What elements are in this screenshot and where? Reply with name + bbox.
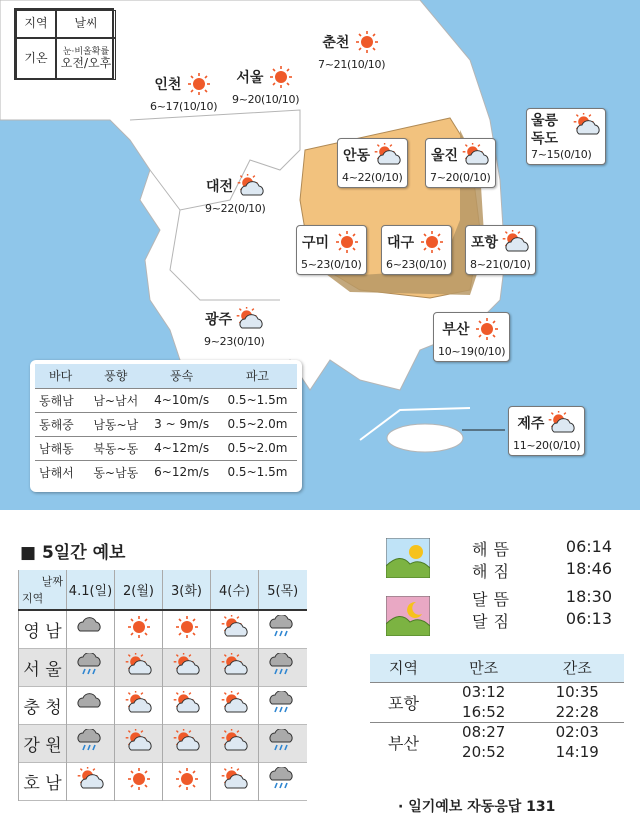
sun-cloud-icon <box>125 729 153 757</box>
sun-icon <box>333 230 361 258</box>
table-row: 남해서 동~남동 6~12m/s 0.5~1.5m <box>35 460 297 484</box>
five-day-forecast-table <box>18 570 307 801</box>
city-pohang: 포항 8~21(0/10) <box>465 225 536 275</box>
sun-cloud-icon <box>125 653 153 681</box>
sunrise-sunset-icon <box>386 538 430 578</box>
forecast-cell <box>115 686 163 724</box>
tide-header: 만조 <box>437 654 531 682</box>
sea-header: 풍향 <box>86 364 145 388</box>
table-row: 동해중 남동~남 3 ~ 9m/s 0.5~2.0m <box>35 412 297 436</box>
sunset-label: 해짐 <box>472 562 515 581</box>
forecast-day: 4.1(일) <box>67 570 115 610</box>
cloud-rain-icon <box>269 691 297 719</box>
forecast-day: 4(수) <box>211 570 259 610</box>
cloud-rain-icon <box>269 767 297 795</box>
forecast-cell <box>163 648 211 686</box>
sun-icon <box>125 615 153 643</box>
forecast-cell <box>115 610 163 648</box>
sun-cloud-icon <box>221 691 249 719</box>
cloud-rain-icon <box>269 653 297 681</box>
forecast-day: 2(월) <box>115 570 163 610</box>
cloud-rain-icon <box>77 653 105 681</box>
forecast-cell <box>115 762 163 800</box>
sun-cloud-icon <box>221 615 249 643</box>
table-row: 포항 03:12 10:35 <box>370 682 624 702</box>
sun-moon-times <box>472 537 612 631</box>
sun-icon <box>418 230 446 258</box>
sun-icon <box>473 317 501 345</box>
city-ulleung: 울릉 독도 7~15(0/10) <box>526 108 606 165</box>
sun-cloud-icon <box>502 230 530 258</box>
table-row <box>19 610 307 648</box>
sun-cloud-icon <box>548 411 576 439</box>
sun-cloud-icon <box>173 729 201 757</box>
sea-header: 풍속 <box>145 364 218 388</box>
forecast-region: 강 원 <box>19 724 67 762</box>
forecast-corner: 날짜 지역 <box>19 570 67 610</box>
legend-weather: 날씨 <box>56 10 116 38</box>
city-jeju: 제주 11~20(0/10) <box>508 406 585 456</box>
forecast-cell <box>211 610 259 648</box>
forecast-day: 5(목) <box>259 570 307 610</box>
sunrise-time: 06:14 <box>565 537 612 556</box>
city-seoul: 서울 9~20(10/10) <box>232 65 299 107</box>
sunrise-label: 해뜸 <box>472 540 515 559</box>
city-gumi: 구미 5~23(0/10) <box>296 225 367 275</box>
table-row <box>19 724 307 762</box>
forecast-cell <box>163 762 211 800</box>
table-row: 16:52 22:28 <box>462 702 599 721</box>
sea-header: 바다 <box>35 364 86 388</box>
sun-icon <box>125 767 153 795</box>
moonrise-time: 18:30 <box>565 587 612 606</box>
legend-precip: 눈·비올확률 <box>62 46 110 57</box>
forecast-cell <box>67 648 115 686</box>
sun-icon <box>173 767 201 795</box>
legend-ampm: 오전/오후 <box>60 56 112 71</box>
forecast-cell <box>163 724 211 762</box>
city-incheon: 인천 6~17(10/10) <box>150 72 217 114</box>
cloud-rain-icon <box>269 615 297 643</box>
sun-cloud-icon <box>374 143 402 171</box>
tide-header: 간조 <box>530 654 624 682</box>
map-legend <box>14 8 114 80</box>
forecast-region: 호 남 <box>19 762 67 800</box>
sea-header: 파고 <box>218 364 297 388</box>
sun-icon <box>353 30 381 58</box>
forecast-cell <box>67 724 115 762</box>
forecast-cell <box>67 762 115 800</box>
forecast-cell <box>211 724 259 762</box>
table-row: 남해동 북동~동 4~12m/s 0.5~2.0m <box>35 436 297 460</box>
moonset-label: 달짐 <box>472 612 515 631</box>
jeju-island <box>387 424 463 452</box>
moonrise-moonset-icon <box>386 596 430 636</box>
forecast-cell <box>211 762 259 800</box>
sun-cloud-icon <box>125 691 153 719</box>
forecast-cell <box>163 610 211 648</box>
sun-cloud-icon <box>77 767 105 795</box>
city-chuncheon: 춘천 7~21(10/10) <box>318 30 385 72</box>
sun-icon <box>185 72 213 100</box>
city-busan: 부산 10~19(0/10) <box>433 312 510 362</box>
forecast-cell <box>259 686 307 724</box>
forecast-cell <box>115 648 163 686</box>
sun-cloud-icon <box>173 653 201 681</box>
legend-temp: 기온 <box>16 38 56 80</box>
cloud-icon <box>77 615 105 643</box>
forecast-cell <box>259 724 307 762</box>
sun-cloud-icon <box>221 767 249 795</box>
tide-table <box>370 654 624 762</box>
legend-region: 지역 <box>16 10 56 38</box>
cloud-rain-icon <box>269 729 297 757</box>
table-row <box>19 762 307 800</box>
cloud-icon <box>77 691 105 719</box>
forecast-region: 영 남 <box>19 610 67 648</box>
sun-icon <box>267 65 295 93</box>
legend-precip-ampm <box>56 38 116 80</box>
city-daegu: 대구 6~23(0/10) <box>381 225 452 275</box>
sun-cloud-icon <box>462 143 490 171</box>
city-gwangju: 광주 9~23(0/10) <box>204 307 265 349</box>
table-row <box>19 648 307 686</box>
forecast-cell <box>115 724 163 762</box>
forecast-cell <box>67 686 115 724</box>
sun-cloud-icon <box>221 729 249 757</box>
forecast-region: 서 울 <box>19 648 67 686</box>
sun-cloud-icon <box>573 113 601 141</box>
moonrise-label: 달뜸 <box>472 590 515 609</box>
table-row: 동해남 남~남서 4~10m/s 0.5~1.5m <box>35 388 297 412</box>
sun-cloud-icon <box>237 174 265 202</box>
forecast-cell <box>259 648 307 686</box>
sun-icon <box>173 615 201 643</box>
forecast-cell <box>211 686 259 724</box>
forecast-cell <box>259 762 307 800</box>
sun-cloud-icon <box>236 307 264 335</box>
sunset-time: 18:46 <box>565 559 612 578</box>
table-row: 20:52 14:19 <box>462 743 599 761</box>
tide-header: 지역 <box>370 654 437 682</box>
forecast-cell <box>67 610 115 648</box>
city-uljin: 울진 7~20(0/10) <box>425 138 496 188</box>
city-daejeon: 대전 9~22(0/10) <box>205 174 266 216</box>
forecast-region: 충 청 <box>19 686 67 724</box>
city-andong: 안동 4~22(0/10) <box>337 138 408 188</box>
sun-cloud-icon <box>221 653 249 681</box>
forecast-title: ■ 5일간 예보 <box>20 543 126 563</box>
forecast-day: 3(화) <box>163 570 211 610</box>
forecast-cell <box>259 610 307 648</box>
sea-conditions-table <box>30 360 302 492</box>
forecast-cell <box>211 648 259 686</box>
sun-cloud-icon <box>173 691 201 719</box>
table-row <box>19 686 307 724</box>
forecast-cell <box>163 686 211 724</box>
moonset-time: 06:13 <box>565 609 612 628</box>
ars-info: · 일기예보 자동응답 131 <box>398 799 556 815</box>
table-row: 부산 08:27 02:03 <box>370 722 624 742</box>
cloud-rain-icon <box>77 729 105 757</box>
